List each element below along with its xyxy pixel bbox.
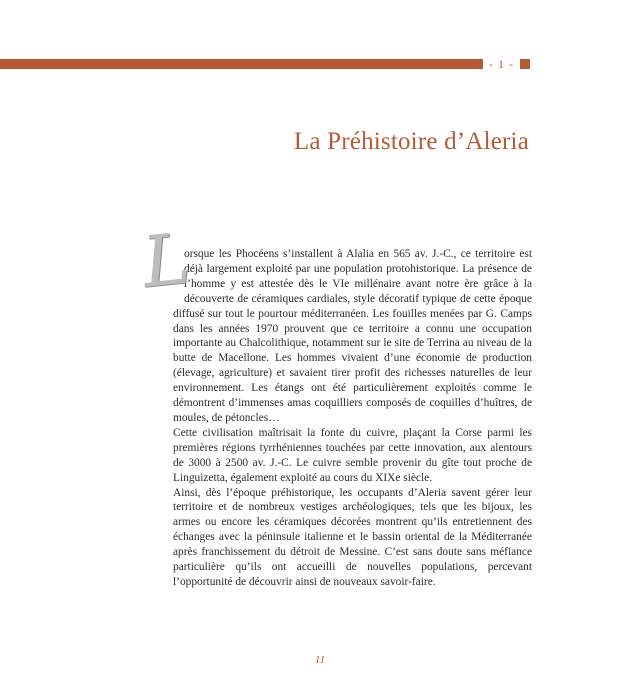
paragraph-2: Cette civilisation maîtrisait la fonte du cuivre, plaçant la Corse parmi les premières régions tyrrhéniennes touchées par cette innovation, aux alentours de 3000 à 2500 av. J.-C. Le cuivre semble provenir du gîte tout proche de Linguizetta, également exploité au cours du XIXe siècle. [173,426,532,484]
paragraph-3: Ainsi, dès l’époque préhistorique, les occupants d’Aleria savent gérer leur territoire et de nombreux vestiges archéologiques, tels que les bijoux, les armes ou encore les céramiques décorées montrent qu’ils entretiennent des échanges avec la péninsule italienne et le bassin oriental de la Méditerranée après franchissement du détroit de Messine. C’est sans doute sans méfiance particulière qu’ils ont accueilli de nouvelles populations, percevant l’opportunité de découvrir ainsi de nouveaux savoir-faire. [173,486,532,588]
chapter-marker-text: - 1 - [489,56,514,71]
page-number: 11 [314,654,326,666]
body-text [138,217,532,590]
chapter-marker [489,55,530,73]
paragraph-1 [138,217,532,426]
header-rule [0,59,483,69]
chapter-marker-square [520,59,530,69]
paragraph-1-text: orsque les Phocéens s’installent à Alalia en 565 av. J.-C., ce territoire est déjà largement exploité par une population protohistorique. La présence de l’homme y est attestée dès le VIe millénaire avant notre ère grâce à la découverte de céramiques cardiales, style décoratif typique de cette époque diffusé sur tout le pourtour méditerranéen. Les fouilles menées par G. Camps dans les années 1970 prouvent que ce territoire a connu une occupation importante au Chalcolithique, notamment sur le site de Terrina au niveau de la butte de Macellone. Les hommes vivaient d’une économie de production (élevage, agriculture) et savaient tirer profit des richesses naturelles de leur environnement. Les étangs ont été particulièrement exploités comme le démontrent d’immenses amas coquilliers composés de coquilles d’huîtres, de moules, de pétoncles… [173,248,532,424]
drop-cap: L [138,217,194,304]
page-title: La Préhistoire d’Aleria [293,128,529,155]
